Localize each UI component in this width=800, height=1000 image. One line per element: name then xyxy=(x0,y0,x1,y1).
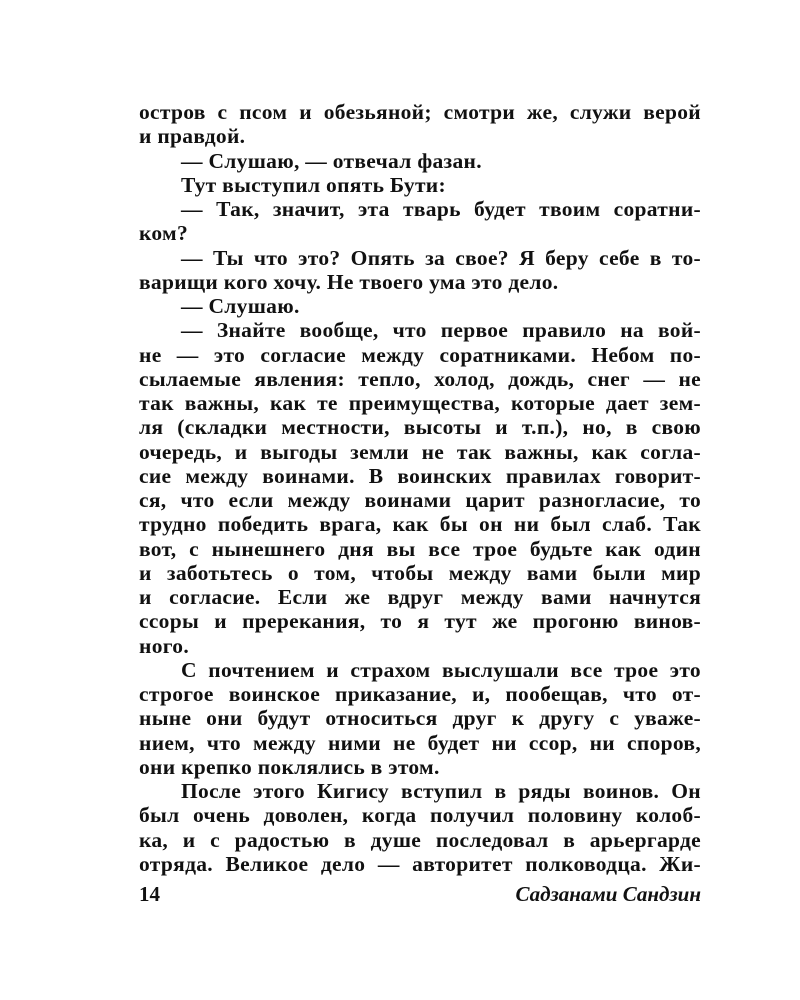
text-line: очередь, и выгоды земли не так важны, как согла- xyxy=(139,439,701,464)
text-line: — Слушаю. xyxy=(181,294,300,318)
page-number: 14 xyxy=(139,882,160,906)
text-line: не — это согласие между соратниками. Небом по- xyxy=(139,342,701,367)
text-line: был очень доволен, когда получил половину колоб- xyxy=(139,803,701,828)
page-footer xyxy=(139,882,701,912)
text-line: С почтением и страхом выслушали все трое это xyxy=(181,657,701,682)
text-line: вот, с нынешнего дня вы все трое будьте как один xyxy=(139,536,701,561)
text-line: варищи кого хочу. Не твоего ума это дело. xyxy=(139,269,559,294)
text-line: и правдой. xyxy=(139,124,246,149)
body-text xyxy=(139,100,701,876)
text-line: ся, что если между воинами царит разногласие, то xyxy=(139,488,701,512)
text-line: трудно победить врага, как бы он ни был слаб. Так xyxy=(139,512,701,537)
text-line: строгое воинское приказание, и, пообещав, что от- xyxy=(139,682,701,706)
text-line: отряда. Великое дело — авторитет полководца. Жи- xyxy=(139,851,701,876)
text-line: — Знайте вообще, что первое правило на вой- xyxy=(181,318,701,343)
text-line: — Так, значит, эта тварь будет твоим соратни- xyxy=(181,197,701,221)
text-line: и согласие. Если же вдруг между вами начнутся xyxy=(139,585,701,609)
text-line: они крепко поклялись в этом. xyxy=(139,754,440,779)
text-line: ля (складки местности, высоты и т.п.), но, в свою xyxy=(139,415,701,440)
text-line: ного. xyxy=(139,633,189,658)
text-line: — Ты что это? Опять за свое? Я беру себе в то- xyxy=(181,245,701,270)
text-line: сылаемые явления: тепло, холод, дождь, снег — не xyxy=(139,366,701,391)
text-line: сие между воинами. В воинских правилах говорит- xyxy=(139,463,701,488)
text-line: нием, что между ними не будет ни ссор, ни споров, xyxy=(139,730,701,755)
text-line: ка, и с радостью в душе последовал в арьергарде xyxy=(139,827,701,852)
text-line: После этого Кигису вступил в ряды воинов. Он xyxy=(181,779,701,803)
text-line: — Слушаю, — отвечал фазан. xyxy=(181,148,482,173)
text-line: ссоры и пререкания, то я тут же прогоню винов- xyxy=(139,609,701,634)
text-line: ныне они будут относиться друг к другу с уваже- xyxy=(139,706,701,731)
running-title: Садзанами Сандзин xyxy=(515,882,701,906)
text-line: и заботьтесь о том, чтобы между вами были мир xyxy=(139,560,701,585)
text-line: остров с псом и обезьяной; смотри же, служи верой xyxy=(139,100,701,124)
text-line: так важны, как те преимущества, которые дает зем- xyxy=(139,391,701,415)
text-line: ком? xyxy=(139,221,189,246)
text-line: Тут выступил опять Бути: xyxy=(181,172,446,197)
